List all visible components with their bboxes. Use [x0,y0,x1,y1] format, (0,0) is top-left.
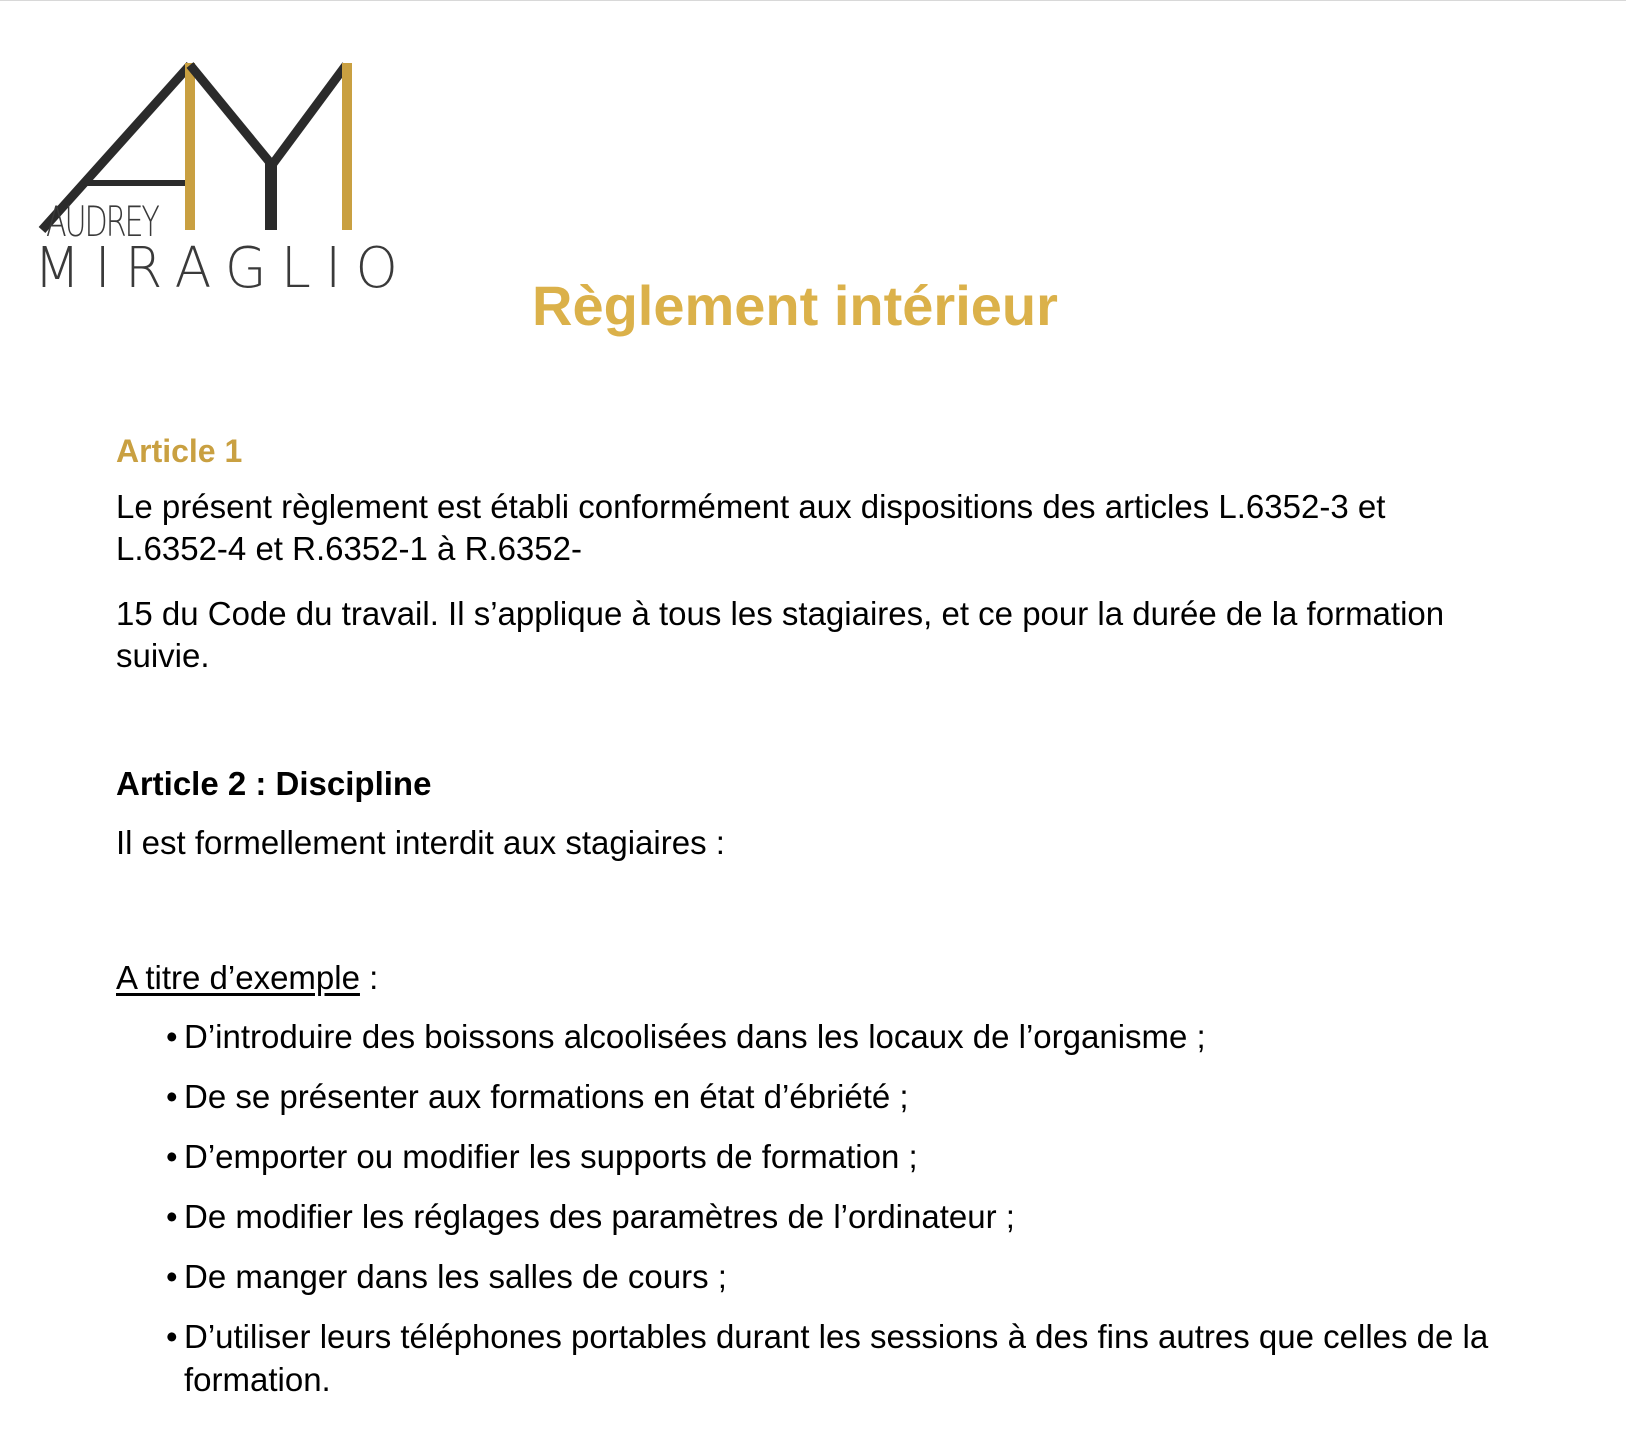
logo-text-miraglio: MIRAGLIO [34,236,413,301]
list-item-text: De se présenter aux formations en état d’ébriété ; [184,1078,909,1115]
list-item [166,1075,1496,1118]
bullet-icon: • [166,1258,178,1295]
bullet-icon: • [166,1138,178,1175]
list-item [166,1135,1496,1178]
logo-text-audrey: AUDREY [46,197,158,246]
list-item-text: D’introduire des boissons alcoolisées dans les locaux de l’organisme ; [184,1018,1206,1055]
list-item [166,1255,1496,1298]
list-item [166,1315,1496,1401]
article-1-heading: Article 1 [116,433,243,469]
list-item-text: De modifier les réglages des paramètres de l’ordinateur ; [184,1198,1015,1235]
company-logo [30,55,413,301]
article-2-intro: Il est formellement interdit aux stagiaires : [116,824,725,861]
article-2-heading: Article 2 : Discipline [116,765,432,802]
article-1-paragraph-1: Le présent règlement est établi conformément aux dispositions des articles L.6352-3 et L.6352-4 et R.6352-1 à R.6352- [116,488,1386,567]
page-title: Règlement intérieur [532,274,1058,337]
list-item-text: D’emporter ou modifier les supports de formation ; [184,1138,918,1175]
list-item [166,1195,1496,1238]
list-item-text: De manger dans les salles de cours ; [184,1258,727,1295]
list-item-text: D’utiliser leurs téléphones portables durant les sessions à des fins autres que celles de la formation. [184,1318,1489,1398]
article-1-paragraph-2: 15 du Code du travail. Il s’applique à tous les stagiaires, et ce pour la durée de la formation suivie. [116,595,1445,674]
bullet-icon: • [166,1318,178,1355]
list-item [166,1015,1496,1058]
bullet-icon: • [166,1078,178,1115]
bullet-icon: • [166,1018,178,1055]
page-top-border [0,0,1626,1]
example-label-colon: : [359,959,379,996]
example-label-text: A titre d’exemple [116,959,360,996]
bullet-icon: • [166,1198,178,1235]
example-label [116,958,378,998]
discipline-bullet-list [166,1015,1496,1418]
